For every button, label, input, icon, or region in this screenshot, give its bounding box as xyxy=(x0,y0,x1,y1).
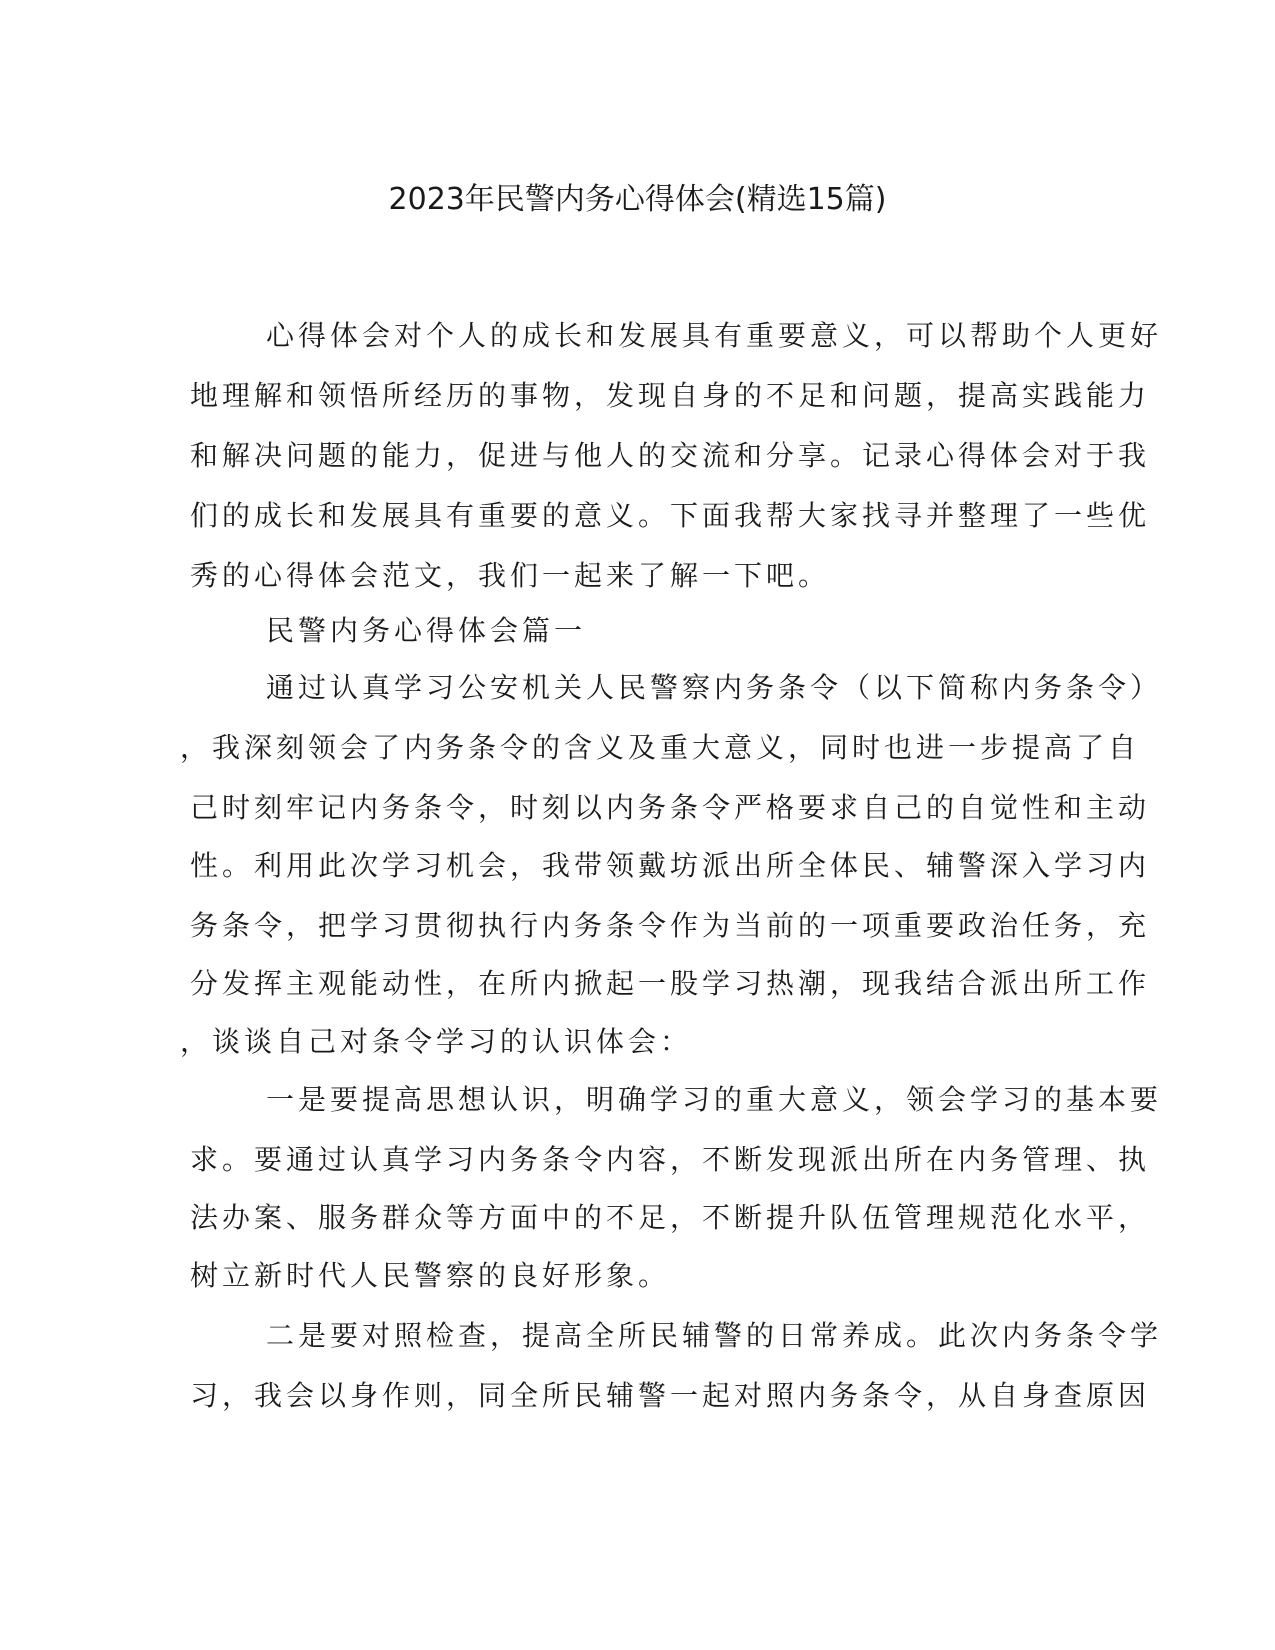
paragraph-line: 们的成长和发展具有重要的意义。下面我帮大家找寻并整理了一些优 xyxy=(190,499,1151,532)
paragraph-line: 求。要通过认真学习内务条令内容，不断发现派出所在内务管理、执 xyxy=(190,1143,1151,1176)
paragraph-line: 和解决问题的能力，促进与他人的交流和分享。记录心得体会对于我 xyxy=(190,439,1151,472)
paragraph-line: 二是要对照检查，提高全所民辅警的日常养成。此次内务条令学 xyxy=(266,1319,1163,1352)
paragraph-line: 通过认真学习公安机关人民警察内务条令（以下简称内务条令） xyxy=(266,671,1163,704)
paragraph-line: 秀的心得体会范文，我们一起来了解一下吧。 xyxy=(190,559,831,592)
paragraph-line: ，我深刻领会了内务条令的含义及重大意义，同时也进一步提高了自 xyxy=(180,731,1141,764)
document-title: 2023年民警内务心得体会(精选15篇) xyxy=(388,182,887,217)
section-heading: 民警内务心得体会篇一 xyxy=(266,614,587,647)
paragraph-line: 分发挥主观能动性，在所内掀起一股学习热潮，现我结合派出所工作 xyxy=(190,967,1151,1000)
paragraph-line: 树立新时代人民警察的良好形象。 xyxy=(190,1259,671,1292)
paragraph-line: 心得体会对个人的成长和发展具有重要意义，可以帮助个人更好 xyxy=(266,319,1163,352)
paragraph-line: 己时刻牢记内务条令，时刻以内务条令严格要求自己的自觉性和主动 xyxy=(190,791,1151,824)
paragraph-line: 务条令，把学习贯彻执行内务条令作为当前的一项重要政治任务，充 xyxy=(190,909,1151,942)
paragraph-line: 地理解和领悟所经历的事物，发现自身的不足和问题，提高实践能力 xyxy=(190,379,1151,412)
paragraph-line: 性。利用此次学习机会，我带领戴坊派出所全体民、辅警深入学习内 xyxy=(190,849,1151,882)
paragraph-line: 法办案、服务群众等方面中的不足，不断提升队伍管理规范化水平， xyxy=(190,1201,1151,1234)
paragraph-line: 习，我会以身作则，同全所民辅警一起对照内务条令，从自身查原因 xyxy=(190,1379,1151,1412)
paragraph-line: 一是要提高思想认识，明确学习的重大意义，领会学习的基本要 xyxy=(266,1083,1163,1116)
paragraph-line: ，谈谈自己对条令学习的认识体会： xyxy=(180,1025,693,1058)
